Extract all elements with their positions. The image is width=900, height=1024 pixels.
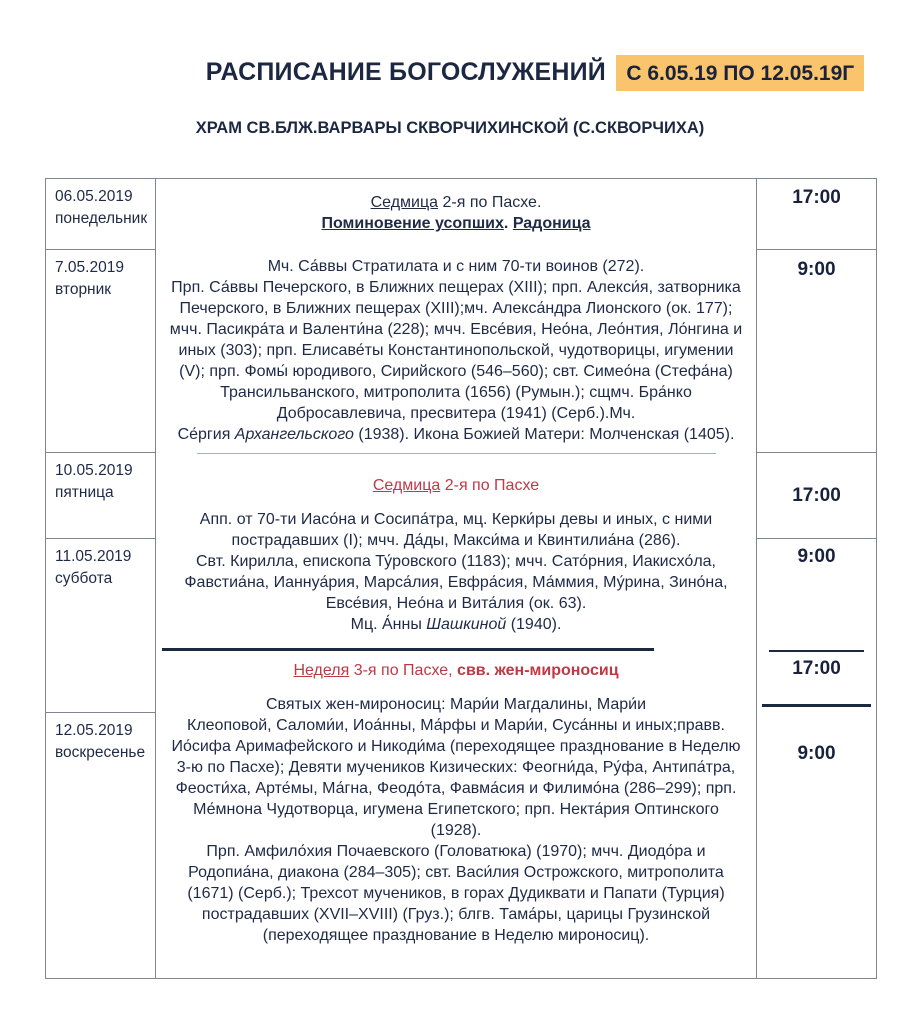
week-heading-red: Седмица 2-я по Пасхе [372,477,540,494]
thick-separator [162,648,654,651]
saints-paragraph: Свт. Кирилла, епископа Ту́ровского (1183); мчч. Сато́рния, Иакисхо́ла, Фавстиа́на, Ианнуа́рия, Марса́лия, Евфра́сия, Ма́ммия, Му́рина, Зино́на, Евсе́вия, Нео́на и Вита́лия (ок. 63). [184,553,728,612]
page-title: РАСПИСАНИЕ БОГОСЛУЖЕНИЙ [205,58,606,86]
saints-line: Се́ргия Архангельского (1938). Икона Божией Матери: Молченская (1405). [177,426,735,443]
time-cell-weekend [757,539,876,978]
weekday-label: вторник [55,281,112,298]
content-column [156,179,756,978]
saints-line: Мч. Са́ввы Стратилата и с ним 70-ти воинов (272). [267,258,645,275]
friday-entry: Апп. от 70-ти Иасо́на и Сосипа́тра, мц. Керки́ры девы и иных, с ними пострадавших (I); мчч. Да́ды, Макси́ма и Квинтилиа́на (286). [199,511,713,549]
saints-line: Святых жен-мироносиц: Мари́и Магдалины, Мари́и [265,696,647,713]
thick-line [762,704,871,707]
date-cell-tuesday [46,250,155,453]
schedule-table [45,178,877,979]
saints-paragraph: Прп. Амфило́хия Почаевского (Головатюка) (1970); мчч. Диодо́ра и Родопиа́на, диакона (284–305); свт. Васи́лия Острожского, митрополита (1671) (Серб.); Трехсот мучеников, в горах Дудиквати и Папати (Турция) пострадавших (XVII–XVIII) (Груз.); блгв. Тама́ры, царицы Грузинской (переходящее празднование в Неделю мироносиц). [187,843,725,944]
weekday-label: пятница [55,484,114,501]
monday-entry [169,192,743,234]
time-column [756,179,876,978]
time-cell-tuesday: 9:00 [757,250,876,453]
date-cell-saturday [46,539,155,713]
date-label: 06.05.2019 [55,188,133,205]
sunday-entry [169,694,743,946]
church-name: ХРАМ СВ.БЛЖ.ВАРВАРЫ СКВОРЧИХИНСКОЙ (С.СКВОРЧИХА) [195,119,705,137]
title-row [0,58,900,87]
sunday-heading-red: Неделя 3-я по Пасхе, свв. жен-мироносиц [293,662,619,679]
time-cell-friday: 17:00 [757,453,876,539]
date-column [46,179,156,978]
time-cell-monday: 17:00 [757,179,876,250]
time-sunday-morning: 9:00 [797,743,836,764]
date-cell-friday [46,453,155,539]
saints-paragraph: Прп. Са́ввы Печерского, в Ближних пещерах (XIII); прп. Алекси́я, затворника Печерского, в Ближних пещерах (XIII);мч. Алекса́ндра Лионского (ок. 177); мчч. Пасикра́та и Валенти́на (228); мчч. Евсе́вия, Нео́на, Лео́нтия, Ло́нгина и иных (303); прп. Елисаве́ты Константинопольской, чудотворицы, игумении (V); прп. Фомы́ юродивого, Сирийского (546–560); свт. Симео́на (Стефа́на) Трансильванского, митрополита (1656) (Румын.); сщмч. Бра́нко Добросавлевича, пресвитера (1941) (Серб.).Мч. [169,279,743,422]
time-saturday-morning: 9:00 [797,546,836,567]
date-label: 7.05.2019 [55,259,124,276]
saints-paragraph: Клеоповой, Саломи́и, Иоа́нны, Ма́рфы и Мари́и, Суса́нны и иных;правв. Ио́сифа Аримафейского и Никоди́ма (переходящее празднование в Неделю 3-ю по Пасхе); Девяти мучеников Кизических: Феогни́да, Ру́фа, Антипа́тра, Феости́ха, Арте́мы, Ма́гна, Феодо́та, Фавма́сия и Филимо́на (286–299); прп. Ме́мнона Чудотворца, игумена Египетского; прп. Некта́рия Оптинского (1928). [171,717,741,839]
date-label: 12.05.2019 [55,722,133,739]
weekday-label: суббота [55,570,113,587]
saints-line: Мц. А́нны Шашкиной (1940). [350,616,562,633]
date-range-highlight: С 6.05.19 ПО 12.05.19Г [616,55,864,91]
saturday-entry [169,551,743,635]
thin-separator [197,453,716,454]
week-heading: Седмица 2-я по Пасхе. [370,194,542,211]
thin-line [769,650,864,652]
date-label: 11.05.2019 [55,548,132,565]
weekday-label: воскресенье [55,744,146,761]
date-label: 10.05.2019 [55,462,133,479]
date-cell-monday [46,179,155,250]
memorial-heading: Поминовение усопших. Радоница [321,215,591,232]
date-cell-sunday [46,713,155,978]
tuesday-entry [169,256,743,445]
time-sunday-vigil: 17:00 [792,658,841,679]
weekday-label: понедельник [55,210,148,227]
